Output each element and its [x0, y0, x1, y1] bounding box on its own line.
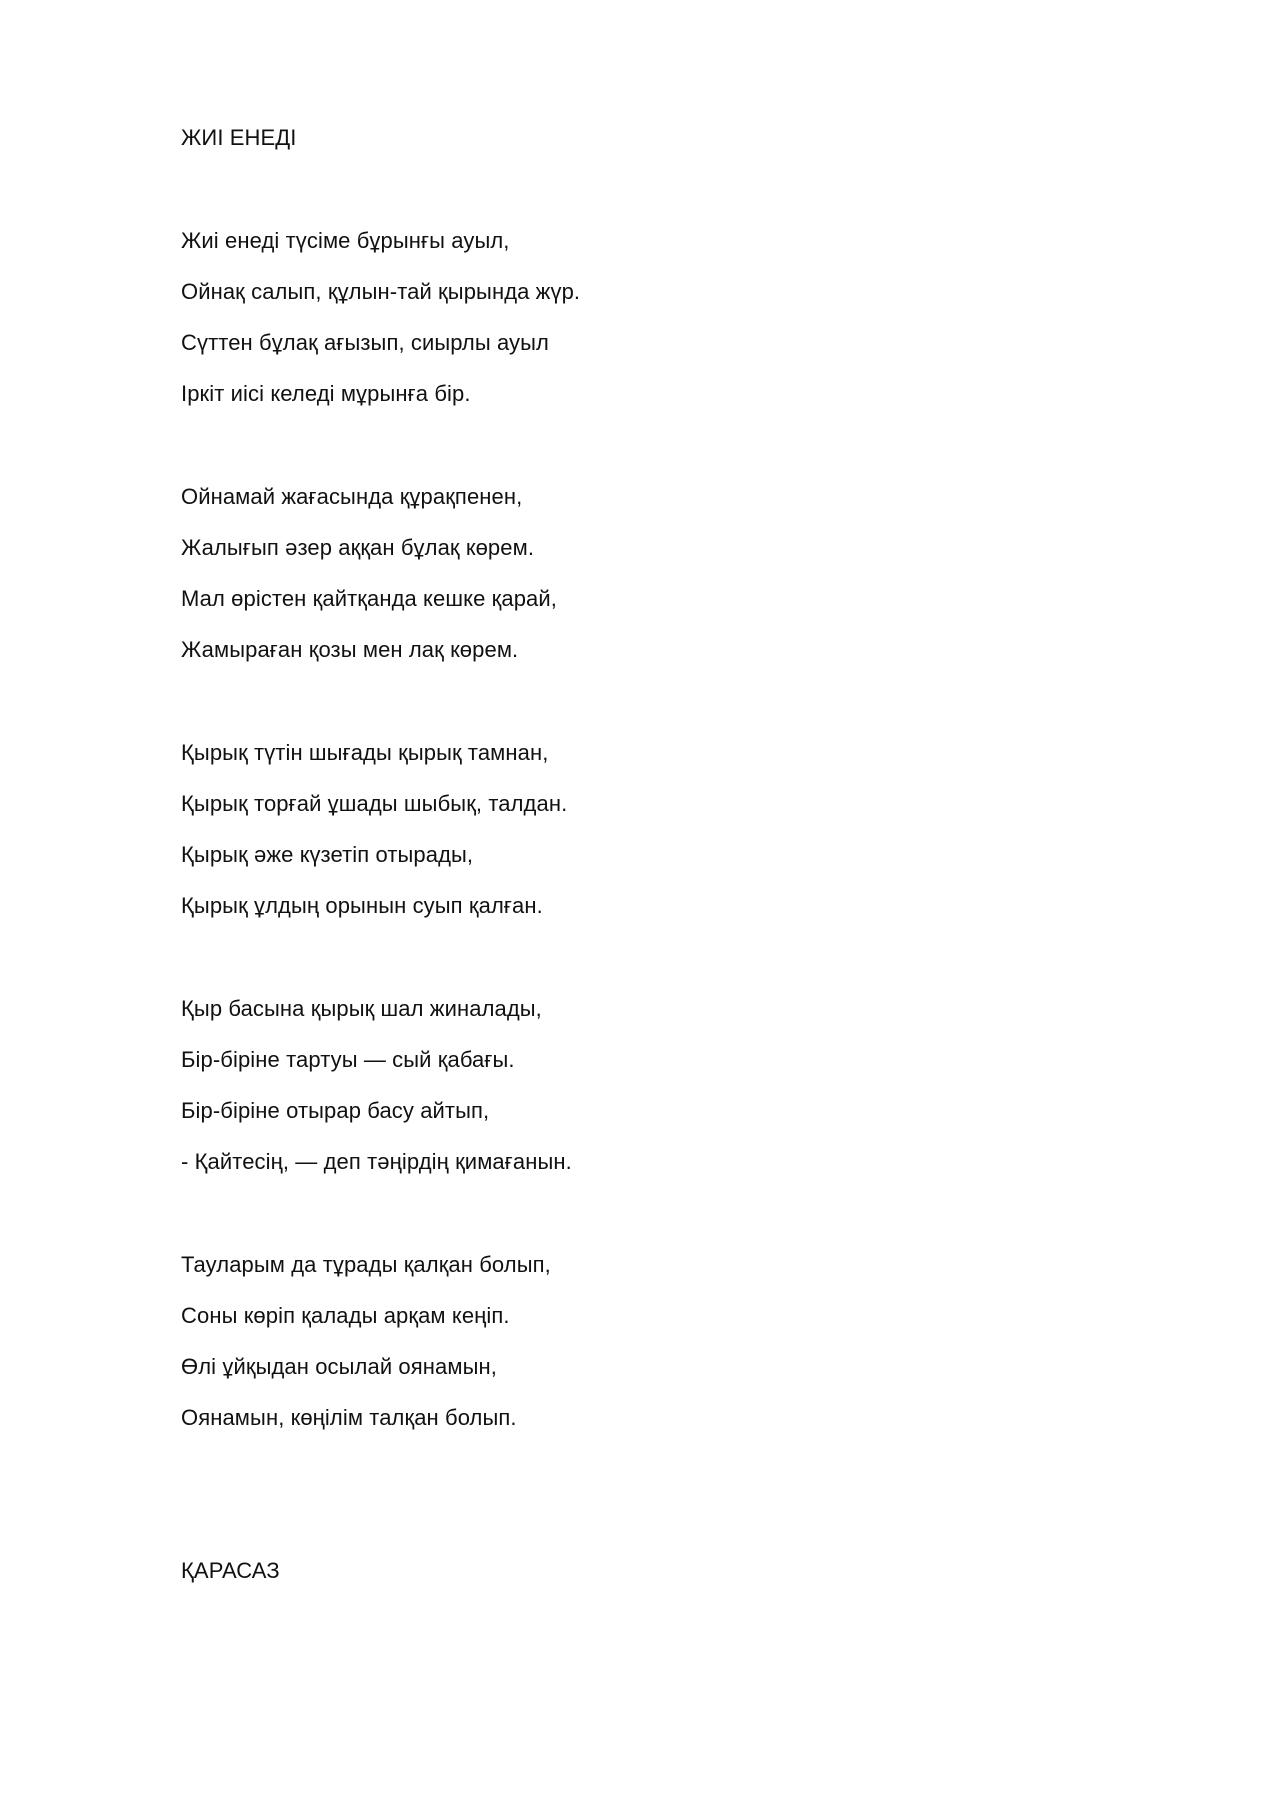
poem-line: Қыр басына қырық шал жиналады,: [181, 996, 542, 1021]
poem-line: Өлі ұйқыдан осылай оянамын,: [181, 1354, 497, 1379]
poem-line: Мал өрістен қайтқанда кешке қарай,: [181, 586, 557, 611]
poem-line: Жиі енеді түсіме бұрынғы ауыл,: [181, 228, 510, 253]
poem-line: Қырық әже күзетіп отырады,: [181, 842, 474, 867]
poem-line: Қырық ұлдың орынын суып қалған.: [181, 893, 543, 918]
poem-line: - Қайтесің, — деп тәңірдің қимағанын.: [181, 1149, 572, 1174]
poem-line: Жалығып әзер аққан бұлақ көрем.: [181, 535, 535, 560]
poem-title: ҚАРАСАЗ: [181, 1558, 280, 1583]
poem-line: Ойнақ салып, құлын-тай қырында жүр.: [181, 279, 581, 304]
poem-line: Оянамын, көңілім талқан болып.: [181, 1405, 517, 1430]
poem-line: Ойнамай жағасында құрақпенен,: [181, 484, 523, 509]
poem-line: Қырық торғай ұшады шыбық, талдан.: [181, 791, 568, 816]
poem-line: Жамыраған қозы мен лақ көрем.: [181, 637, 519, 662]
poem-line: Қырық түтін шығады қырық тамнан,: [181, 740, 549, 765]
poem-line: Тауларым да тұрады қалқан болып,: [181, 1252, 551, 1277]
poem-line: Соны көріп қалады арқам кеңіп.: [181, 1303, 510, 1328]
poem-line: Іркіт иісі келеді мұрынға бір.: [181, 381, 471, 406]
poem-line: Бір-біріне тартуы — сый қабағы.: [181, 1047, 515, 1072]
poem-line: Бір-біріне отырар басу айтып,: [181, 1098, 490, 1123]
poem-line: Сүттен бұлақ ағызып, сиырлы ауыл: [181, 330, 549, 355]
poem-title: ЖИІ ЕНЕДІ: [181, 125, 297, 150]
